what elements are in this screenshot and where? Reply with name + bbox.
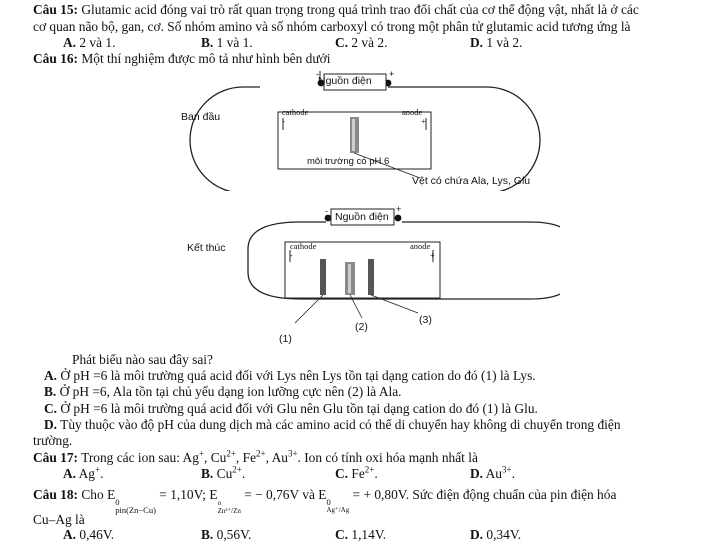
q16-option-d-cont: trường. [33,433,73,448]
band-1-label: (1) [279,333,292,345]
cathode-label: cathode [290,241,317,251]
option-text: Tùy thuộc vào độ pH của dung dịch mà các amino acid có thể di chuyển hay không di chuyển trong điện [60,417,621,432]
q16-header [33,51,330,66]
plus-sign: + [396,204,402,214]
q16-option-b [44,384,402,399]
q16-question: Phát biểu nào sau đây sai? [72,352,213,367]
q16-text: Một thí nghiệm được mô tả như hình bên dưới [81,51,331,66]
q16-option-c [44,401,538,416]
option-key: A. [44,368,58,383]
option-text: Ở pH =6, Ala tồn tại chủ yếu dạng ion lưỡng cực nên (2) là Ala. [59,384,402,399]
q17-suffix: . Ion có tính oxi hóa mạnh nhất là [297,450,478,465]
option-key: A. [63,35,77,50]
q17-option-b: B. $Cu^{2+}$. [201,464,246,481]
option-text: 1 và 1. [216,35,253,50]
state-label-final: Kết thúc [187,242,226,254]
option-text: Ở pH =6 là môi trường quá acid đối với Glu nên Glu tồn tại dạng cation do đó (1) là Glu. [60,401,538,416]
diagram-final [160,205,560,340]
band-2-label: (2) [355,321,368,333]
q18-option-c: C. 1,14V. [335,527,387,542]
q15-option-c [335,35,387,50]
q17-option-a: A. Ag+. [63,464,104,481]
q17-label: Câu 17: [33,450,79,465]
option-key: D. [470,35,484,50]
option-key: C. [44,401,58,416]
q16-label: Câu 16: [33,51,79,66]
q18-header: Câu 18: Cho E 0 pin(Zn−Cu) = 1,10V; E o Zn²⁺/Zn = − 0,76V và E 0 Ag⁺/Ag = + 0,80V. Sức điện động chuẩn của pin điện hóa [33,487,617,515]
q17-header: Câu 17: Trong các ion sau: Ag+, $Cu^{2+}$, $Fe^{2+}$, $Au^{3+}$. Ion có tính oxi hóa mạnh nhất là [33,448,478,465]
q15-text-2: cơ quan não bộ, gan, cơ. Số nhóm amino và số nhóm carboxyl có trong một phân tử glutamic acid tương ứng là [33,19,631,34]
minus-sign: - [316,69,319,79]
q17-option-c: C. $Fe^{2+}$. [335,464,378,481]
q18-label: Câu 18: [33,487,79,502]
cathode-sign: - [290,250,293,260]
minus-sign: - [325,206,328,216]
band-3 [368,259,374,295]
option-key: D. [44,417,58,432]
terminal-positive [395,215,402,222]
option-text: Ở pH =6 là môi trường quá acid đối với Lys nên Lys tồn tại dạng cation do đó (1) là Lys. [60,368,536,383]
state-label-initial: Ban đầu [181,111,221,123]
q18-option-d: D. 0,34V. [470,527,522,542]
q18-option-b: B. 0,56V. [201,527,252,542]
ion-au: $Au^{3+}$ [271,448,298,465]
q15-line1 [33,2,639,17]
q17-option-d: D. $Au^{3+}$. [470,464,515,481]
spot-label: Vệt có chứa Ala, Lys, Glu [412,175,531,187]
emf-pin: E 0 pin(Zn−Cu) [107,487,156,515]
option-key: B. [201,35,214,50]
power-label-top: Nguồn điện [318,75,372,87]
anode-label: anode [410,241,431,251]
anode-sign: + [430,250,435,260]
emf-zn: E o Zn²⁺/Zn [209,487,241,515]
option-text: 1 và 2. [486,35,523,50]
ion-cu: $Cu^{2+}$ [210,448,236,465]
band-3-label: (3) [419,314,432,326]
power-label-bottom: Nguồn điện [335,211,389,223]
q15-option-d [470,35,522,50]
medium-label: môi trường có pH 6 [307,156,390,167]
q17-prefix: Trong các ion sau: [81,450,180,465]
q15-label: Câu 15: [33,2,79,17]
anode-sign: + [421,116,426,126]
cathode-sign: - [282,116,285,126]
cathode-label: cathode [282,107,309,117]
q18-option-a: A. 0,46V. [63,527,115,542]
ion-ag: Ag+ [182,448,204,465]
q16-option-a [44,368,536,383]
option-text: 2 và 2. [351,35,388,50]
option-key: B. [44,384,57,399]
emf-ag: E 0 Ag⁺/Ag [318,487,350,514]
plus-sign: + [389,69,395,79]
ion-fe: $Fe^{2+}$ [242,448,266,465]
q16-option-d [44,417,621,432]
option-text: 2 và 1. [79,35,116,50]
band-1 [320,259,326,295]
q15-option-a [63,35,115,50]
option-key: C. [335,35,349,50]
anode-label: anode [402,107,423,117]
q15-text-1: Glutamic acid đóng vai trò rất quan trọng trong quá trình trao đổi chất của cơ thể động vật, nhất là ở các [81,2,639,17]
q15-option-b [201,35,253,50]
q18-line2: Cu–Ag là [33,512,85,527]
